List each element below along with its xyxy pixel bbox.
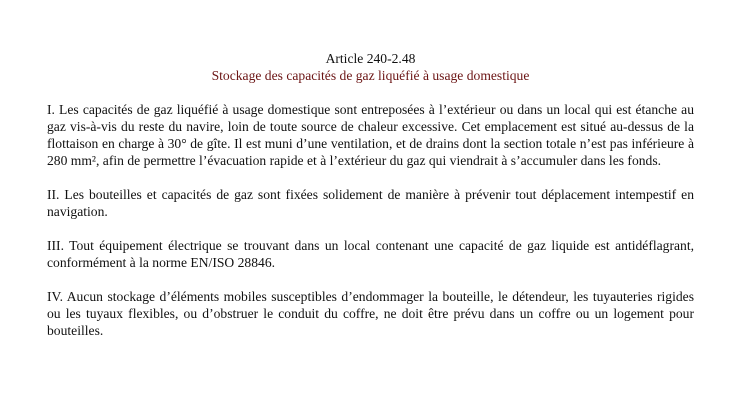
- paragraph-4: IV. Aucun stockage d’éléments mobiles susceptibles d’endommager la bouteille, le détendeur, les tuyauteries rigides ou les tuyaux flexibles, ou d’obstruer le conduit du coffre, ne doit être prévu dans un coffre ou un logement pour bouteilles.: [47, 289, 694, 338]
- paragraph-3: III. Tout équipement électrique se trouvant dans un local contenant une capacité de gaz liquide est antidéflagrant, conformément à la norme EN/ISO 28846.: [47, 238, 694, 270]
- document: [47, 50, 694, 339]
- article-title: Stockage des capacités de gaz liquéfié à usage domestique: [211, 68, 530, 83]
- paragraph-2: II. Les bouteilles et capacités de gaz sont fixées solidement de manière à prévenir tout déplacement intempestif en navigation.: [47, 187, 694, 219]
- article-heading: [47, 50, 694, 84]
- paragraph-1: I. Les capacités de gaz liquéfié à usage domestique sont entreposées à l’extérieur ou dans un local qui est étanche au gaz vis-à-vis du reste du navire, loin de toute source de chaleur excessive. Cet emplacement est situé au-dessus de la flottaison en charge à 30° de gîte. Il est muni d’une ventilation, et de drains dont la section totale n’est pas inférieure à 280 mm², afin de permettre l’évacuation rapide et à l’extérieur du gaz qui viendrait à s’accumuler dans les fonds.: [47, 102, 694, 168]
- article-number: Article 240-2.48: [325, 51, 416, 66]
